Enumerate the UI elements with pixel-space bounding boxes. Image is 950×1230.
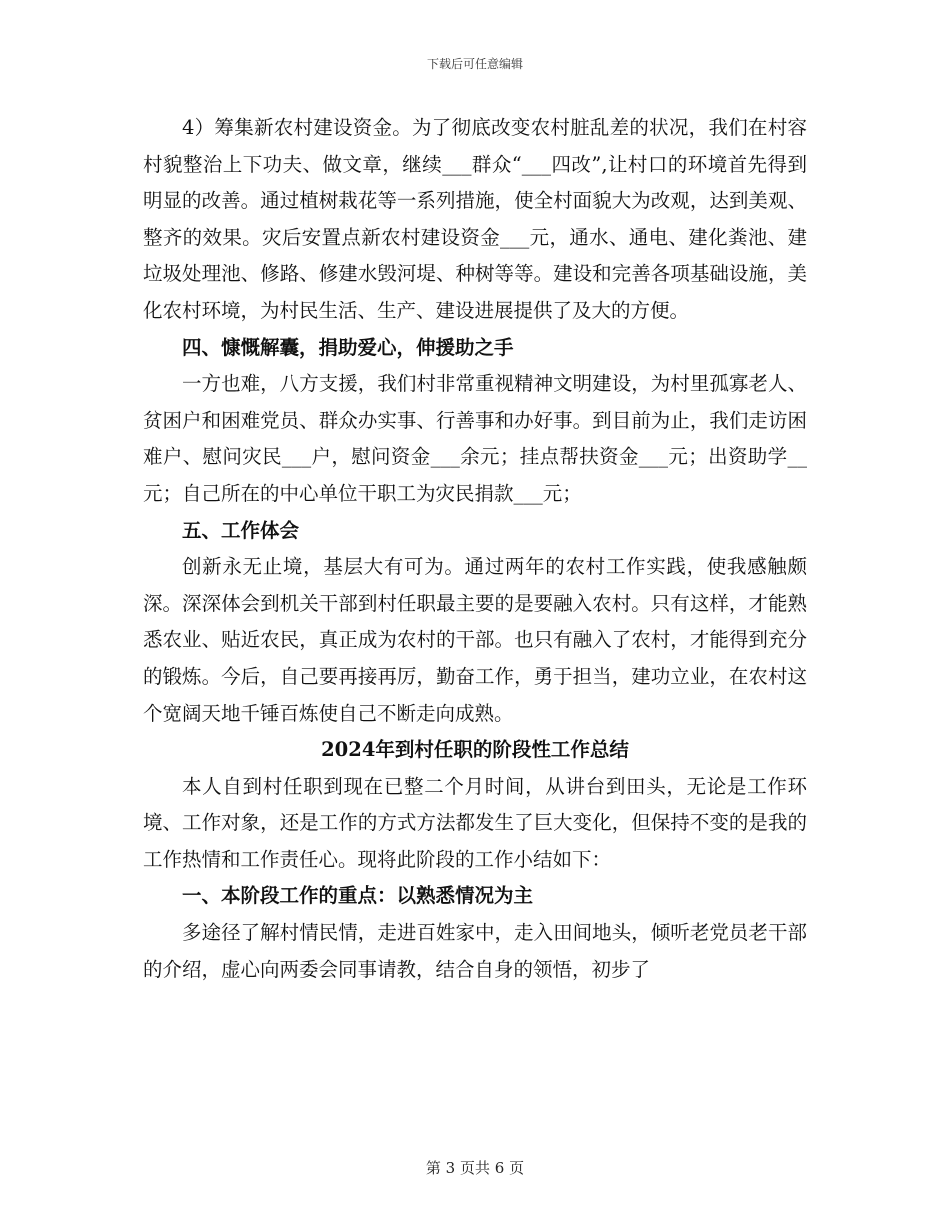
paragraph-intro: 本人自到村任职到现在已整二个月时间，从讲台到田头，无论是工作环境、工作对象，还是工作的方式方法都发生了巨大变化，但保持不变的是我的工作热情和工作责任心。现将此阶段的工作小结如下： (143, 774, 807, 871)
paragraph-fundraising: 4）筹集新农村建设资金。为了彻底改变农村脏乱差的状况，我们在村容村貌整治上下功夫、做文章，继续___群众“___四改”,让村口的环境首先得到明显的改善。通过植树栽花等一系列措施，使全村面貌大为改观，达到美观、整齐的效果。灾后安置点新农村建设资金___元，通水、通电、建化粪池、建垃圾处理池、修路、修建水毁河堤、种树等等。建设和完善各项基础设施，美化农村环境，为村民生活、生产、建设进展提供了及大的方便。 (143, 116, 807, 322)
document-title: 2024年到村任职的阶段性工作总结 (321, 738, 629, 762)
paragraph-focus: 多途径了解村情民情，走进百姓家中，走入田间地头，倾听老党员老干部的介绍，虚心向两委会同事请教，结合自身的领悟，初步了 (143, 921, 807, 981)
paragraph-donation: 一方也难，八方支援，我们村非常重视精神文明建设，为村里孤寡老人、贫困户和困难党员、群众办实事、行善事和办好事。到目前为止，我们走访困难户、慰问灾民___户，慰问资金___余元；挂点帮扶资金___元；出资助学__元；自己所在的中心单位干职工为灾民捐款___元； (143, 372, 807, 505)
section-heading-donation: 四、慷慨解囊，捐助爱心，伸援助之手 (182, 335, 514, 359)
section-heading-experience: 五、工作体会 (182, 518, 300, 542)
section-heading-focus: 一、本阶段工作的重点：以熟悉情况为主 (182, 884, 534, 908)
document-body (143, 110, 807, 988)
page-header-note: 下载后可任意编辑 (426, 57, 523, 71)
page-number: 第 3 页共 6 页 (425, 1159, 525, 1177)
paragraph-experience: 创新永无止境，基层大有可为。通过两年的农村工作实践，使我感触颇深。深深体会到机关干部到村任职最主要的是要融入农村。只有这样，才能熟悉农业、贴近农民，真正成为农村的干部。也只有融入了农村，才能得到充分的锻炼。今后，自己要再接再厉，勤奋工作，勇于担当，建功立业，在农村这个宽阔天地千锤百炼使自己不断走向成熟。 (143, 555, 807, 725)
